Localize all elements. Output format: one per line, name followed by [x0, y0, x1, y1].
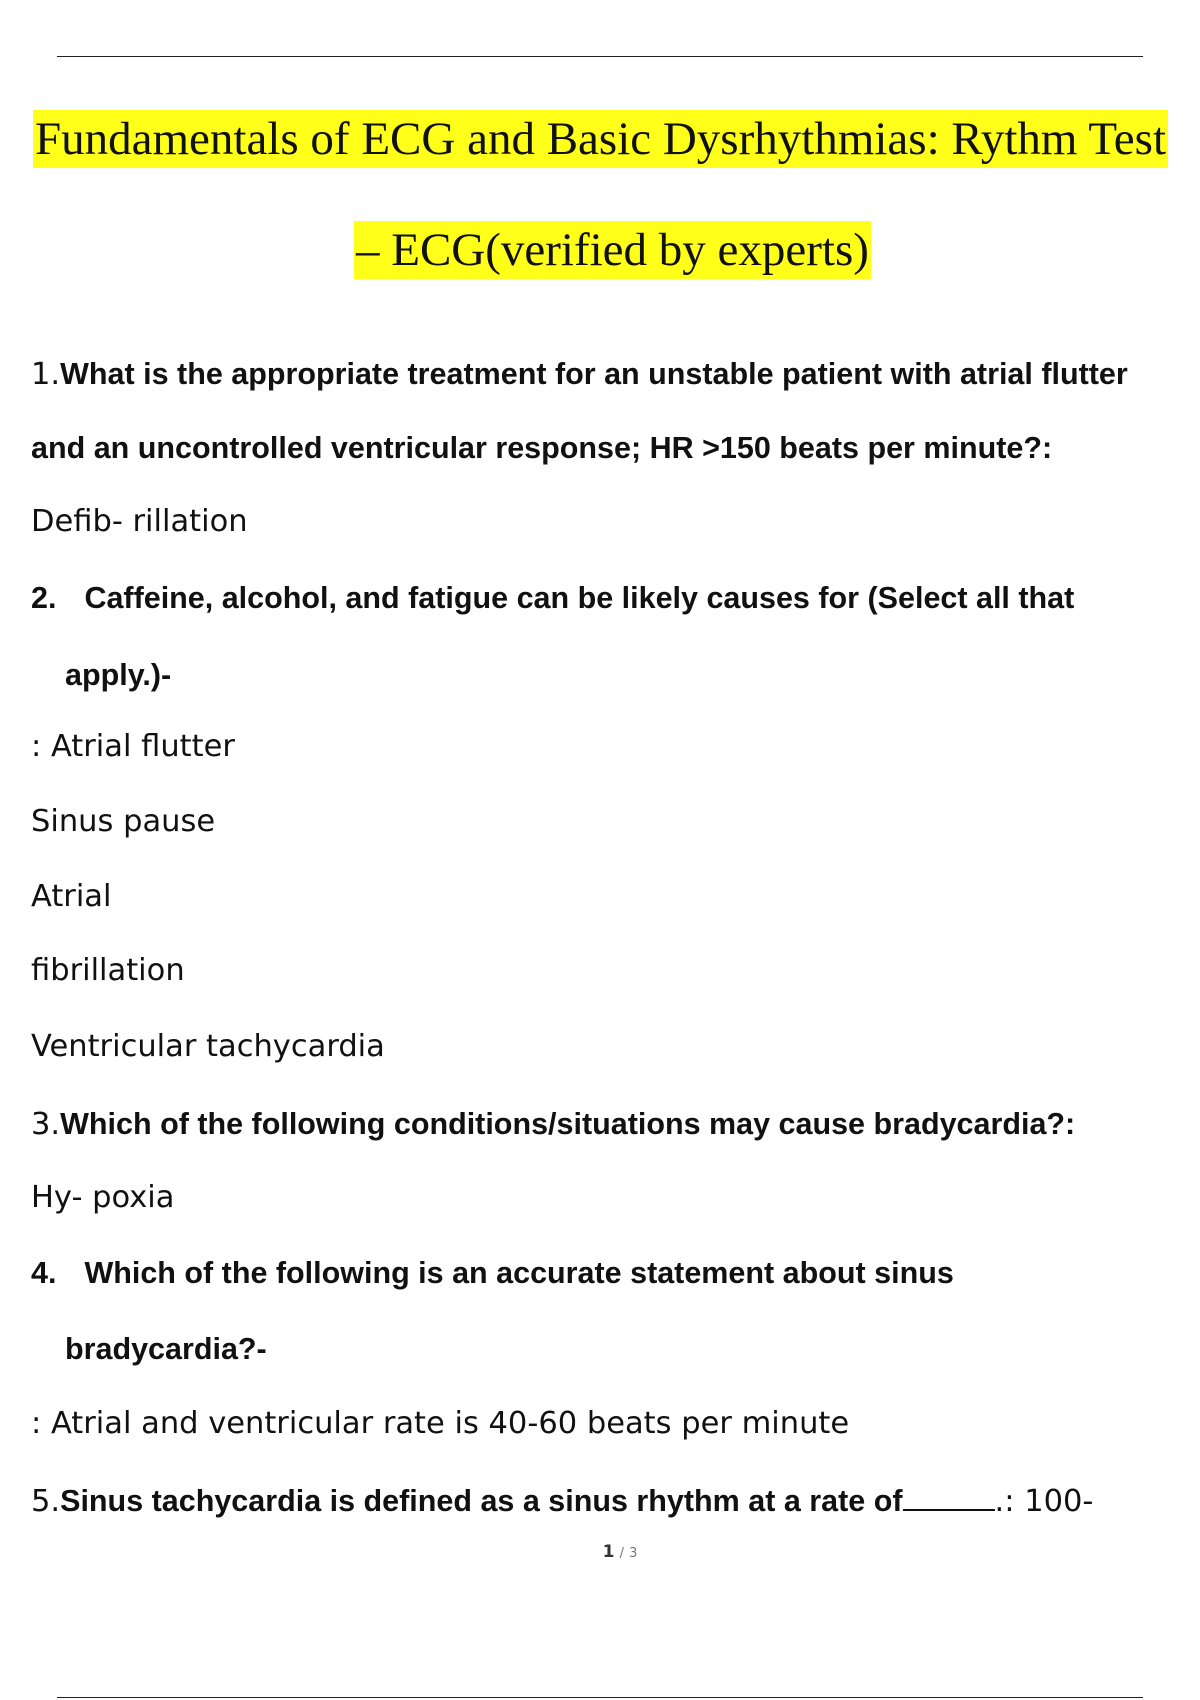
answer-2-option: : Atrial flutter — [31, 729, 235, 764]
current-page: 1 — [602, 1542, 615, 1562]
question-text: Caffeine, alcohol, and fatigue can be likely causes for (Select all that — [84, 581, 1075, 615]
question-text: Which of the following is an accurate statement about sinus — [84, 1256, 954, 1290]
page-indicator — [0, 1542, 1200, 1562]
answer-2-option: Sinus pause — [31, 804, 216, 839]
fill-in-blank — [903, 1483, 995, 1511]
question-text: What is the appropriate treatment for an unstable patient with atrial flutter — [60, 357, 1128, 391]
question-2 — [31, 578, 1074, 618]
question-text: Which of the following conditions/situations may cause bradycardia?: — [60, 1107, 1076, 1141]
question-number: 5. — [31, 1484, 61, 1519]
answer-2-option: Atrial — [31, 879, 112, 914]
top-rule — [57, 56, 1143, 57]
question-number: 3. — [31, 1107, 61, 1142]
answer-5: .: 100- — [994, 1484, 1094, 1519]
question-number: 4. — [31, 1256, 57, 1290]
question-1-continued: and an uncontrolled ventricular response; HR >150 beats per minute?: — [31, 431, 1053, 465]
question-5 — [31, 1481, 1093, 1522]
answer-4: : Atrial and ventricular rate is 40-60 beats per minute — [31, 1406, 850, 1441]
question-2-continued: apply.)- — [65, 658, 172, 692]
answer-2-option: Ventricular tachycardia — [31, 1029, 385, 1064]
document-title-line-2: – ECG(verified by experts) — [354, 221, 871, 279]
question-4-continued: bradycardia?- — [65, 1332, 267, 1366]
page-separator: / — [619, 1546, 624, 1561]
answer-1: Defib- rillation — [31, 504, 248, 539]
question-4 — [31, 1253, 954, 1293]
question-1 — [31, 354, 1128, 395]
answer-3: Hy- poxia — [31, 1180, 175, 1215]
answer-2-option: fibrillation — [31, 953, 185, 988]
question-text: Sinus tachycardia is defined as a sinus rhythm at a rate of — [60, 1484, 903, 1518]
question-number: 2. — [31, 581, 57, 615]
question-3 — [31, 1104, 1075, 1145]
document-title-line-1: Fundamentals of ECG and Basic Dysrhythmias: Rythm Test — [33, 110, 1168, 168]
total-pages: 3 — [629, 1546, 638, 1561]
bottom-rule — [57, 1697, 1143, 1698]
question-number: 1. — [31, 357, 61, 392]
